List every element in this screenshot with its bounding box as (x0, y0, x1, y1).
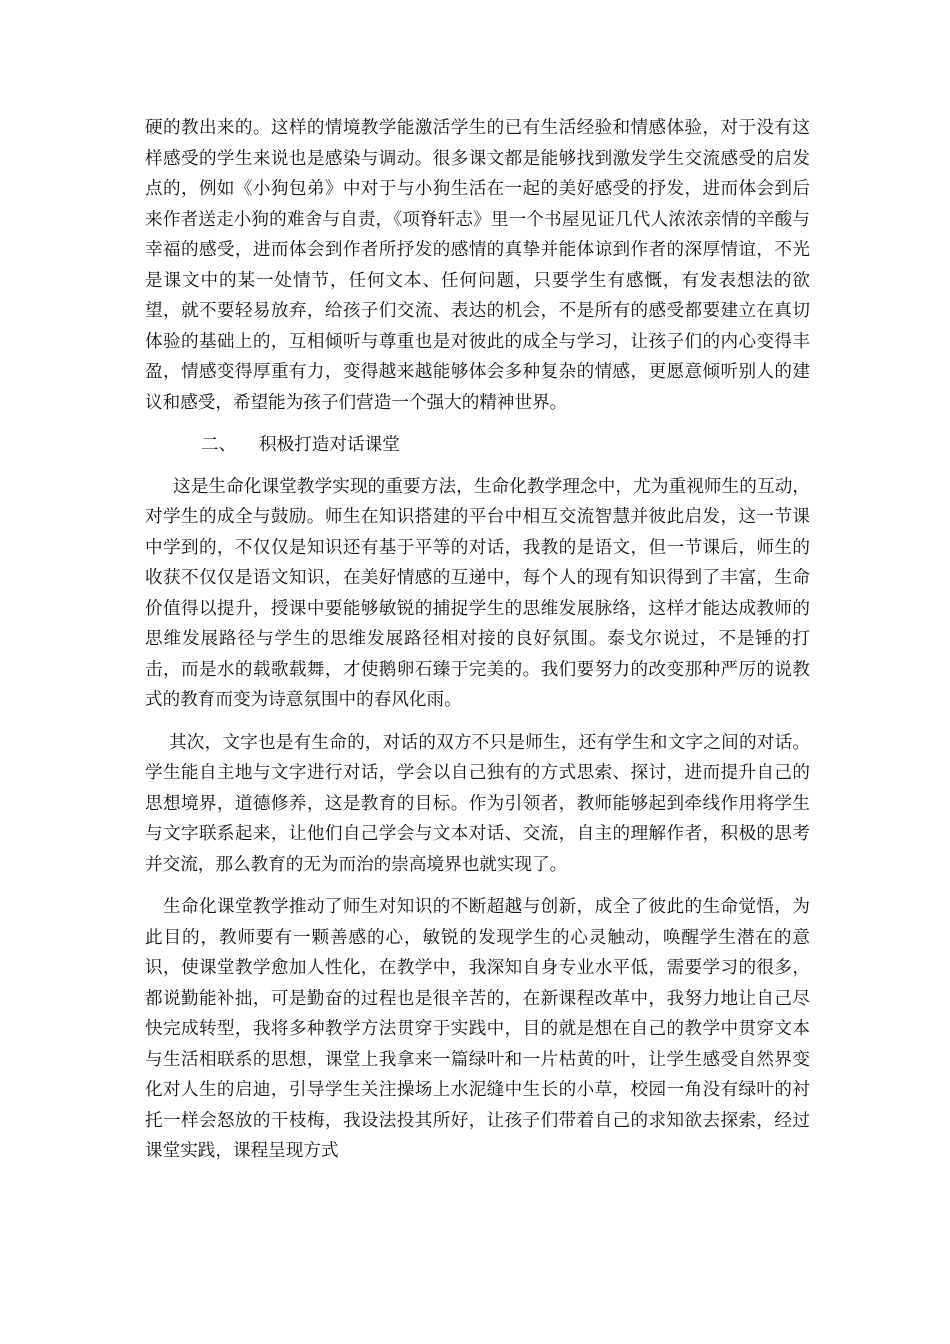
section-heading (145, 430, 810, 461)
section-heading-title: 积极打造对话课堂 (259, 435, 400, 455)
section-heading-number: 二、 (201, 435, 237, 455)
paragraph-dialogue-classroom: 这是生命化课堂教学实现的重要方法，生命化教学理念中，尤为重视师生的互动，对学生的成全与鼓励。师生在知识搭建的平台中相互交流智慧并彼此启发，这一节课中学到的，不仅仅是知识还有基于平等的对话，我教的是语文，但一节课后，师生的收获不仅仅是语文知识，在美好情感的互递中，每个人的现有知识得到了丰富，生命价值得以提升，授课中要能够敏锐的捕捉学生的思维发展脉络，这样才能达成教师的思维发展路径与学生的思维发展路径相对接的良好氛围。泰戈尔说过，不是锤的打击，而是水的载歌载舞，才使鹅卵石臻于完美的。我们要努力的改变那种严厉的说教式的教育而变为诗意氛围中的春风化雨。 (145, 476, 810, 710)
paragraph-text-dialogue: 其次，文字也是有生命的，对话的双方不只是师生，还有学生和文字之间的对话。学生能自主地与文字进行对话，学会以自己独有的方式思索、探讨，进而提升自己的思想境界，道德修养，这是教育的目标。作为引领者，教师能够起到牵线作用将学生与文字联系起来，让他们自己学会与文本对话、交流，自主的理解作者，积极的思考并交流，那么教育的无为而治的崇高境界也就实现了。 (145, 732, 810, 875)
paragraph-continuation: 硬的教出来的。这样的情境教学能激活学生的已有生活经验和情感体验，对于没有这样感受的学生来说也是感染与调动。很多课文都是能够找到激发学生交流感受的启发点的，例如《小狗包弟》中对于与小狗生活在一起的美好感受的抒发，进而体会到后来作者送走小狗的难舍与自责，《项脊轩志》里一个书屋见证几代人浓浓亲情的辛酸与幸福的感受，进而体会到作者所抒发的感情的真挚并能体谅到作者的深厚情谊，不光是课文中的某一处情节，任何文本、任何问题，只要学生有感慨，有发表想法的欲望，就不要轻易放弃，给孩子们交流、表达的机会，不是所有的感受都要建立在真切体验的基础上的，互相倾听与尊重也是对彼此的成全与学习，让孩子们的内心变得丰盈，情感变得厚重有力，变得越来越能够体会多种复杂的情感，更愿意倾听别人的建议和感受，希望能为孩子们营造一个强大的精神世界。 (145, 118, 810, 413)
document-body (145, 113, 810, 1167)
paragraph-life-teaching: 生命化课堂教学推动了师生对知识的不断超越与创新，成全了彼此的生命觉悟，为此目的，教师要有一颗善感的心，敏锐的发现学生的心灵触动，唤醒学生潜在的意识，使课堂教学愈加人性化，在教学中，我深知自身专业水平低，需要学习的很多，都说勤能补拙，可是勤奋的过程也是很辛苦的，在新课程改革中，我努力地让自己尽快完成转型，我将多种教学方法贯穿于实践中，目的就是想在自己的教学中贯穿文本与生活相联系的思想，课堂上我拿来一篇绿叶和一片枯黄的叶，让学生感受自然界变化对人生的启迪，引导学生关注操场上水泥缝中生长的小草，校园一角没有绿叶的衬托一样会怒放的干枝梅，我设法投其所好，让孩子们带着自己的求知欲去探索，经过课堂实践，课程呈现方式 (145, 897, 810, 1161)
